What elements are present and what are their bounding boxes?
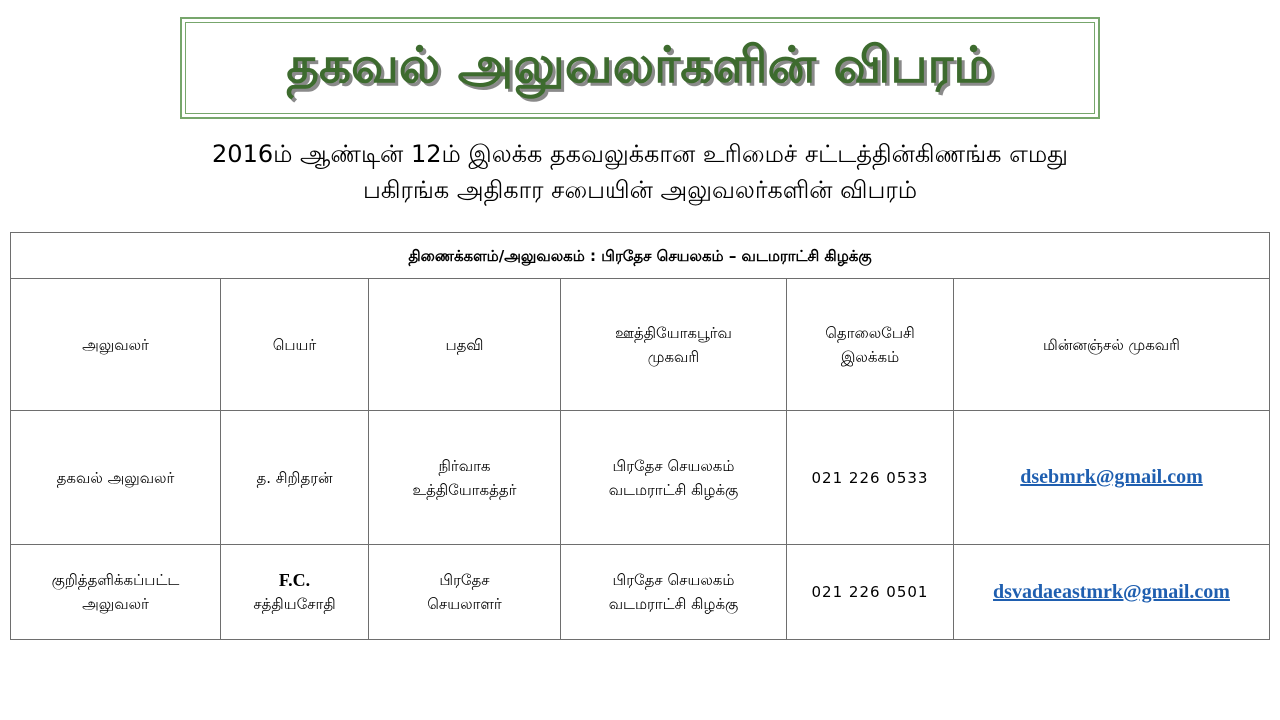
email-link[interactable]: dsebmrk@gmail.com (1020, 466, 1203, 488)
position-cell (369, 411, 561, 545)
header-official-address-line-1: ஊத்தியோகபூர்வ (615, 323, 732, 342)
name-line-1: த. சிறிதரன் (256, 468, 333, 487)
header-official-address (561, 279, 787, 411)
table-row (11, 545, 1270, 640)
officer-line-1: தகவல் அலுவலர் (56, 468, 175, 487)
officer-line-2: அலுவலர் (82, 595, 149, 613)
header-row (11, 279, 1270, 411)
header-email: மின்னஞ்சல் முகவரி (954, 279, 1270, 411)
header-phone-line-1: தொலைபேசி (825, 323, 915, 342)
department-cell: திணைக்களம்/அலுவலகம் : பிரதேச செயலகம் – வடமராட்சி கிழக்கு (11, 233, 1270, 279)
phone-cell: 021 226 0501 (787, 545, 954, 640)
address-line-1: பிரதேச செயலகம் (612, 571, 735, 589)
name-cell (221, 411, 369, 545)
subtitle-line-1: 2016ம் ஆண்டின் 12ம் இலக்க தகவலுக்கான உரிமைச் சட்டத்தின்கிணங்க எமது (212, 140, 1068, 168)
name-line-2: சத்தியசோதி (253, 595, 336, 613)
header-phone (787, 279, 954, 411)
officer-line-1: குறித்தளிக்கப்பட்ட (51, 571, 180, 589)
subtitle-line-2: பகிரங்க அதிகார சபையின் அலுவலர்களின் விபரம் (362, 176, 918, 204)
address-line-1: பிரதேச செயலகம் (612, 456, 735, 475)
header-officer: அலுவலர் (11, 279, 221, 411)
table-row (11, 411, 1270, 545)
position-line-1: நிர்வாக (438, 456, 491, 475)
officers-table (10, 232, 1270, 640)
email-cell (954, 545, 1270, 640)
position-line-1: பிரதேச (439, 571, 490, 589)
title-frame (180, 17, 1100, 119)
address-cell (561, 411, 787, 545)
address-line-2: வடமராட்சி கிழக்கு (608, 595, 739, 613)
position-line-2: உத்தியோகத்தர் (412, 480, 517, 499)
title-inner-border (185, 22, 1095, 114)
position-cell (369, 545, 561, 640)
name-line-1: F.C. (278, 570, 311, 590)
officer-cell (11, 411, 221, 545)
email-link[interactable]: dsvadaeastmrk@gmail.com (993, 580, 1230, 603)
email-cell (954, 411, 1270, 545)
address-cell (561, 545, 787, 640)
header-name: பெயர் (221, 279, 369, 411)
header-phone-line-2: இலக்கம் (840, 347, 900, 366)
header-position: பதவி (369, 279, 561, 411)
subtitle (0, 136, 1280, 208)
officer-cell (11, 545, 221, 640)
header-official-address-line-2: முகவரி (647, 347, 700, 366)
phone-cell: 021 226 0533 (787, 411, 954, 545)
position-line-2: செயலாளர் (427, 595, 502, 613)
department-row (11, 233, 1270, 279)
page-title: தகவல் அலுவலர்களின் விபரம் (286, 35, 994, 94)
address-line-2: வடமராட்சி கிழக்கு (608, 480, 739, 499)
name-cell (221, 545, 369, 640)
